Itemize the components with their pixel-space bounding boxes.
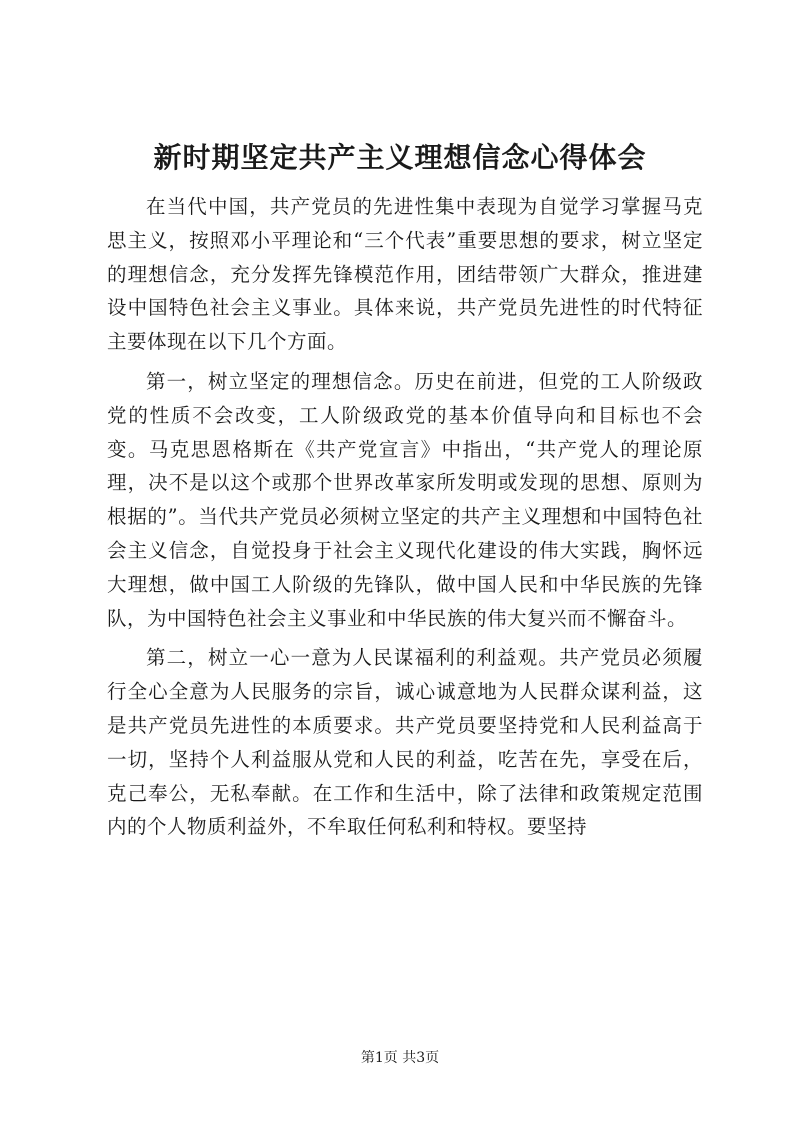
document-title: 新时期坚定共产主义理想信念心得体会 — [153, 141, 647, 174]
page-footer: 第1页 共3页 — [360, 1050, 440, 1066]
paragraph-intro: 在当代中国，共产党员的先进性集中表现为自觉学习掌握马克思主义，按照邓小平理论和“三个代表”重要思想的要求，树立坚定的理想信念，充分发挥先锋模范作用，团结带领广大群众，推进建设中国特色社会主义事业。具体来说，共产党员先进性的时代特征主要体现在以下几个方面。 — [107, 195, 703, 354]
paragraph-second-point: 第二，树立一心一意为人民谋福利的利益观。共产党员必须履行全心全意为人民服务的宗旨，诚心诚意地为人民群众谋利益，这是共产党员先进性的本质要求。共产党员要坚持党和人民利益高于一切，坚持个人利益服从党和人民的利益，吃苦在先，享受在后，克己奉公，无私奉献。在工作和生活中，除了法律和政策规定范围内的个人物质利益外，不牟取任何私利和特权。要坚持 — [107, 646, 703, 839]
paragraph-first-point: 第一，树立坚定的理想信念。历史在前进，但党的工人阶级政党的性质不会改变，工人阶级政党的基本价值导向和目标也不会变。马克思恩格斯在《共产党宣言》中指出，“共产党人的理论原理，决不是以这个或那个世界改革家所发明或发现的思想、原则为根据的”。当代共产党员必须树立坚定的共产主义理想和中国特色社会主义信念，自觉投身于社会主义现代化建设的伟大实践，胸怀远大理想，做中国工人阶级的先锋队，做中国人民和中华民族的先锋队，为中国特色社会主义事业和中华民族的伟大复兴而不懈奋斗。 — [107, 369, 703, 630]
document-body — [107, 190, 703, 850]
